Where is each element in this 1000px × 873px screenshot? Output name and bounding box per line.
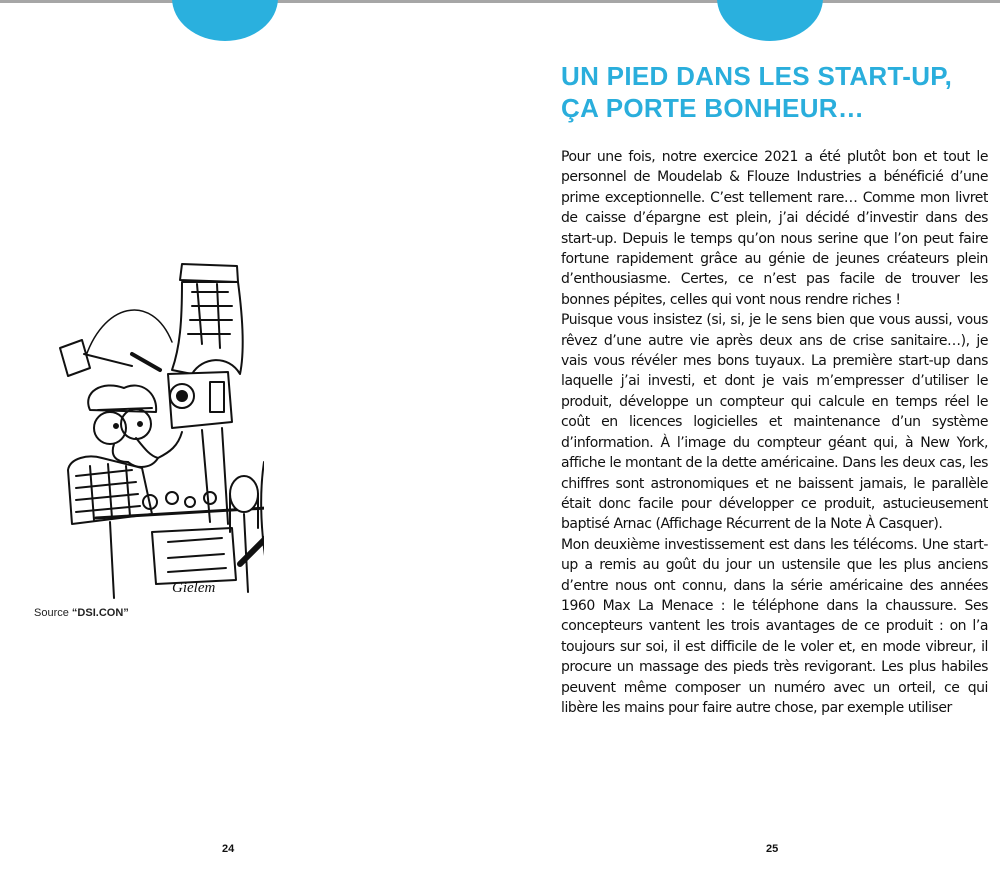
caption-label: Source bbox=[34, 607, 69, 619]
caption-source: “DSI.CON” bbox=[71, 607, 129, 619]
page-number-right: 25 bbox=[766, 843, 779, 855]
top-rule bbox=[0, 0, 1000, 3]
page-tab-left bbox=[172, 0, 278, 41]
paragraph: Mon deuxième investissement est dans les télécoms. Une start-up a remis au goût du jour un ustensile que les plus anciens d’entre nous ont connu, dans la série américaine des années 1960 Max La Menace : le téléphone dans la chaussure. Ses concepteurs vantent les trois avantages de ce produit : on l’a toujours sur soi, il est difficile de le voler et, en mode vibreur, il procure un massage des pieds très revigorant. Les plus habiles peuvent même composer un numéro avec un orteil, ce qui libère les mains pour faire autre chose, par exemple utiliser bbox=[561, 536, 988, 716]
paragraph: Pour une fois, notre exercice 2021 a été plutôt bon et tout le personnel de Moudelab & Flouze Industries a bénéficié d’une prime exceptionnelle. C’est tellement rare… Comme mon livret de caisse d’épargne est plein, j’ai décidé d’investir dans des start-up. Depuis le temps qu’on nous serine que l’on peut faire fortune rapidement grâce au génie de jeunes créateurs plein d’enthousiasme. Certes, ce n’est pas facile de trouver les bonnes pépites, celles qui vont nous rendre riches ! bbox=[561, 149, 988, 308]
page-title: UN PIED DANS LES START-UP, ÇA PORTE BONHEUR… bbox=[561, 61, 953, 123]
svg-text:Gielem: Gielem bbox=[172, 580, 216, 596]
paragraph: Puisque vous insistez (si, si, je le sens bien que vous aussi, vous rêvez d’une autre vie après deux ans de crise sanitaire…), je vais vous révéler mes bons tuyaux. La première start-up dans laquelle j’ai investi, et dont je vais m’empresser d’utiliser le produit, développe un compteur qui calcule en temps réel le coût en licences logicielles et maintenance d’un système d’information. À l’image du compteur géant qui, à New York, affiche le montant de la dette américaine. Dans les deux cas, les chiffres sont astronomiques et ne baissent jamais, le parallèle était donc facile pour développer ce produit, astucieusement baptisé Arnac (Affichage Récurrent de la Note À Casquer). bbox=[561, 312, 988, 533]
article-body bbox=[561, 147, 988, 837]
image-caption bbox=[34, 607, 129, 619]
page-tab-right bbox=[717, 0, 823, 41]
page-number-left: 24 bbox=[222, 843, 235, 855]
cartoon-illustration bbox=[32, 262, 264, 607]
